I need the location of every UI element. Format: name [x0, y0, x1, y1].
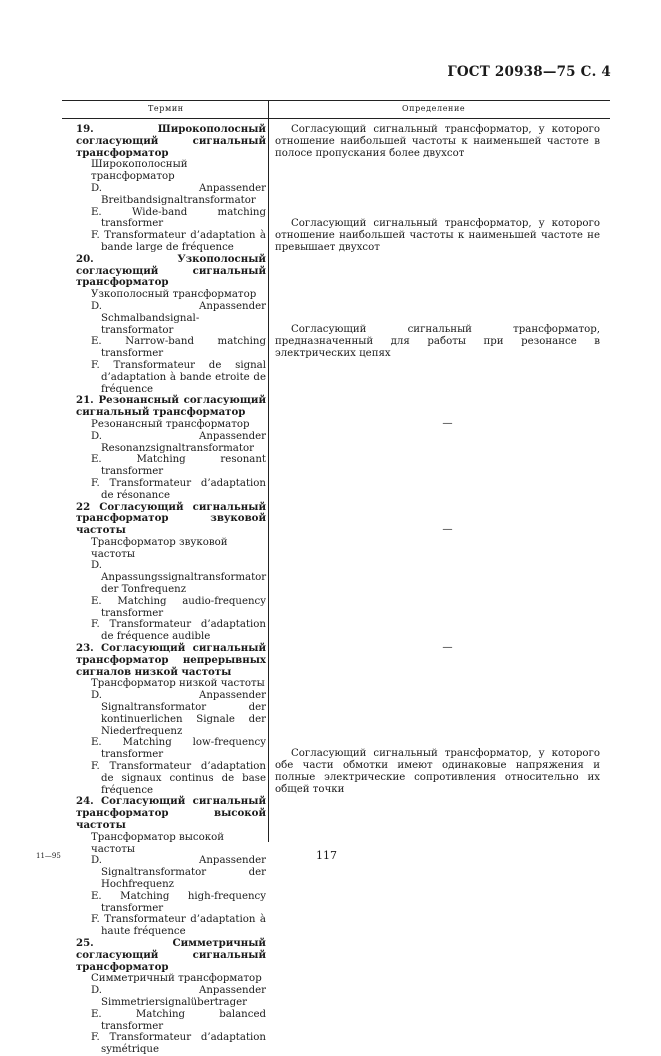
term-head: 21. Резонансный согласующий сигнальный трансформатор [76, 394, 266, 419]
term-entry-22 [76, 502, 266, 644]
term-de: D. Anpassender Signaltransformator der Hochfrequenz [91, 855, 266, 890]
term-entry-19 [76, 124, 266, 254]
term-synonym: Широкополосный трансформатор [91, 159, 188, 183]
definition-22: — [442, 418, 453, 429]
column-header-definition: Определение [402, 104, 466, 113]
column-divider [268, 100, 269, 842]
term-en: E. Matching audio-frequency transformer [91, 595, 266, 619]
term-fr: F. Transformateur d’adaptation de résonance [91, 477, 266, 501]
term-en: E. Narrow-band matching transformer [91, 336, 266, 360]
term-de: D. Anpassungssignaltransformator der Tonfrequenz [91, 560, 267, 596]
column-header-terms: Термин [148, 104, 184, 113]
term-en: E. Matching balanced transformer [91, 1008, 266, 1032]
term-de: D. Anpassender Signaltransformator der kontinuerlichen Signale der Niederfrequenz [91, 690, 266, 737]
term-en: E. Matching resonant transformer [91, 454, 266, 478]
document-header-title: ГОСТ 20938—75 С. 4 [447, 64, 611, 80]
term-synonym: Резонансный трансформатор [91, 418, 250, 430]
term-synonym: Трансформатор звуковой частоты [91, 536, 228, 560]
term-en: E. Wide-band matching transformer [91, 206, 266, 230]
page-number: 117 [316, 849, 337, 862]
definition-21: Согласующий сигнальный трансформатор, предназначенный для работы при резонансе в электрических цепях [275, 324, 600, 359]
term-de: D. Anpassender Schmalbandsignal-transformator [91, 300, 266, 336]
term-entry-25 [76, 938, 266, 1056]
definition-25: Согласующий сигнальный трансформатор, у которого обе части обмотки имеют одинаковые напряжения и полные электрические сопротивления относительно их общей точки [275, 748, 600, 795]
term-fr: F. Transformateur d’adaptation symétrique [91, 1032, 266, 1056]
terms-column [76, 124, 266, 1056]
term-fr: F. Transformateur de signal d’adaptation à bande etroite de fréquence [91, 359, 266, 395]
term-entry-23 [76, 643, 266, 796]
table-header-row [62, 100, 610, 119]
term-en: E. Matching high-frequency transformer [91, 890, 266, 914]
term-synonym: Узкополосный трансформатор [91, 289, 257, 301]
term-synonym: Трансформатор высокой частоты [91, 831, 225, 855]
definition-24: — [442, 642, 453, 653]
term-entry-20 [76, 254, 266, 396]
term-en: E. Matching low-frequency transformer [91, 737, 266, 761]
term-de: D. Anpassender Simmetriersignalübertrager [91, 985, 266, 1008]
term-fr: F. Transformateur d’adaptation de signaux continus de base fréquence [91, 761, 266, 796]
term-head: 22 Согласующий сигнальный трансформатор звуковой частоты [76, 500, 266, 537]
footer-print-code: 11—95 [36, 852, 61, 860]
term-head: 19. Широкополосный согласующий сигнальный трансформатор [76, 123, 266, 159]
term-synonym: Симметричный трансформатор [91, 973, 262, 985]
term-de: D. Anpassender Resonanzsignaltransformator [91, 430, 266, 454]
term-head: 24. Согласующий сигнальный трансформатор высокой частоты [76, 795, 266, 832]
term-head: 25. Симметричный согласующий сигнальный трансформатор [76, 936, 266, 973]
term-de: D. Anpassender Breitbandsignaltransformator [91, 182, 266, 206]
term-entry-21 [76, 395, 266, 501]
term-fr: F. Transformateur d’adaptation de fréquence audible [91, 619, 266, 643]
term-synonym: Трансформатор низкой частоты [91, 678, 265, 690]
term-fr: F. Transformateur d’adaptation à haute fréquence [91, 914, 266, 938]
term-fr: F. Transformateur d’adaptation à bande large de fréquence [91, 230, 266, 253]
definition-19: Согласующий сигнальный трансформатор, у которого отношение наибольшей частоты к наименьшей частоте в полосе пропускания более двухсот [275, 124, 600, 159]
term-entry-24 [76, 796, 266, 938]
definition-20: Согласующий сигнальный трансформатор, у которого отношение наибольшей частоты к наименьшей частоте не превышает двухсот [275, 218, 600, 253]
definition-23: — [442, 524, 453, 535]
term-head: 20. Узкополосный согласующий сигнальный трансформатор [76, 252, 266, 289]
term-head: 23. Согласующий сигнальный трансформатор непрерывных сигналов низкой частоты [76, 642, 266, 678]
